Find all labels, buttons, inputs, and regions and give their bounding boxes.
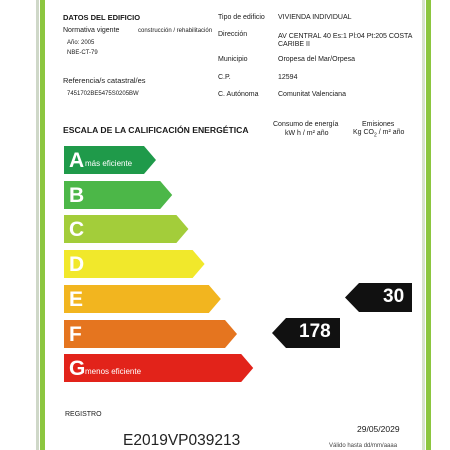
emissions-value: 30 bbox=[383, 286, 405, 307]
grade-shape-e bbox=[64, 285, 221, 313]
left-border-shadow bbox=[36, 0, 39, 450]
address-value-line2: CARIBE II bbox=[278, 41, 310, 48]
energy-unit: kW h / m² año bbox=[285, 130, 329, 137]
energy-header: Consumo de energía bbox=[273, 121, 339, 128]
building-type-value: VIVIENDA INDIVIDUAL bbox=[278, 14, 352, 21]
grade-letter: E bbox=[69, 287, 84, 311]
grade-shape-f bbox=[64, 320, 237, 348]
left-green-border bbox=[40, 0, 45, 450]
valid-date: 29/05/2029 bbox=[357, 424, 400, 434]
registry-number: E2019VP039213 bbox=[123, 432, 241, 449]
energy-indicator bbox=[272, 318, 340, 348]
municipality-value: Oropesa del Mar/Orpesa bbox=[278, 56, 356, 63]
grade-sublabel: más eficiente bbox=[85, 159, 133, 168]
grade-letter: C bbox=[69, 218, 85, 242]
cadastral-ref-label: Referencia/s catastral/es bbox=[63, 76, 146, 85]
grade-shape-d bbox=[64, 250, 205, 278]
emissions-header: Emisiones bbox=[362, 121, 395, 128]
grade-bar-c bbox=[64, 215, 188, 243]
postal-code-value: 12594 bbox=[278, 74, 298, 81]
region-label: C. Autónoma bbox=[218, 91, 259, 98]
grade-bar-a bbox=[64, 146, 156, 174]
right-green-border bbox=[426, 0, 431, 450]
address-value: AV CENTRAL 40 Es:1 Pl:04 Pt:205 COSTA bbox=[278, 33, 413, 40]
grade-letter: D bbox=[69, 253, 85, 277]
building-norm: NBE-CT-79 bbox=[67, 50, 98, 56]
grade-letter: G bbox=[69, 357, 86, 381]
registry-label: REGISTRO bbox=[65, 411, 102, 418]
grade-sublabel: menos eficiente bbox=[85, 367, 142, 377]
grade-bar-f bbox=[64, 320, 237, 348]
right-border-shadow bbox=[422, 0, 425, 450]
region-value: Comunitat Valenciana bbox=[278, 91, 346, 98]
valid-until-label: Válido hasta dd/mm/aaaa bbox=[329, 443, 398, 449]
grade-bar-b bbox=[64, 181, 172, 209]
energy-value: 178 bbox=[299, 321, 331, 342]
grade-letter: F bbox=[69, 322, 82, 346]
normativa-value: construcción / rehabilitación bbox=[138, 28, 213, 34]
building-section-title: DATOS DEL EDIFICIO bbox=[63, 13, 141, 22]
emissions-indicator bbox=[345, 283, 412, 312]
grade-letter: A bbox=[69, 149, 85, 172]
building-year: Año: 2005 bbox=[67, 40, 95, 46]
emissions-unit: Kg $CO_2 / m^2$ año bbox=[353, 129, 405, 139]
grade-bar-g bbox=[64, 354, 253, 382]
grade-bar-e bbox=[64, 285, 221, 313]
grade-bar-d bbox=[64, 250, 205, 278]
normativa-label: Normativa vigente bbox=[63, 27, 120, 34]
cadastral-ref-value: 7451702BE5475S0205BW bbox=[67, 91, 139, 97]
postal-code-label: C.P. bbox=[218, 74, 231, 81]
grade-letter: B bbox=[69, 183, 85, 207]
municipality-label: Municipio bbox=[218, 56, 248, 63]
scale-title: ESCALA DE LA CALIFICACIÓN ENERGÉTICA bbox=[63, 125, 249, 135]
address-label: Dirección bbox=[218, 31, 248, 38]
building-type-label: Tipo de edificio bbox=[218, 14, 265, 21]
